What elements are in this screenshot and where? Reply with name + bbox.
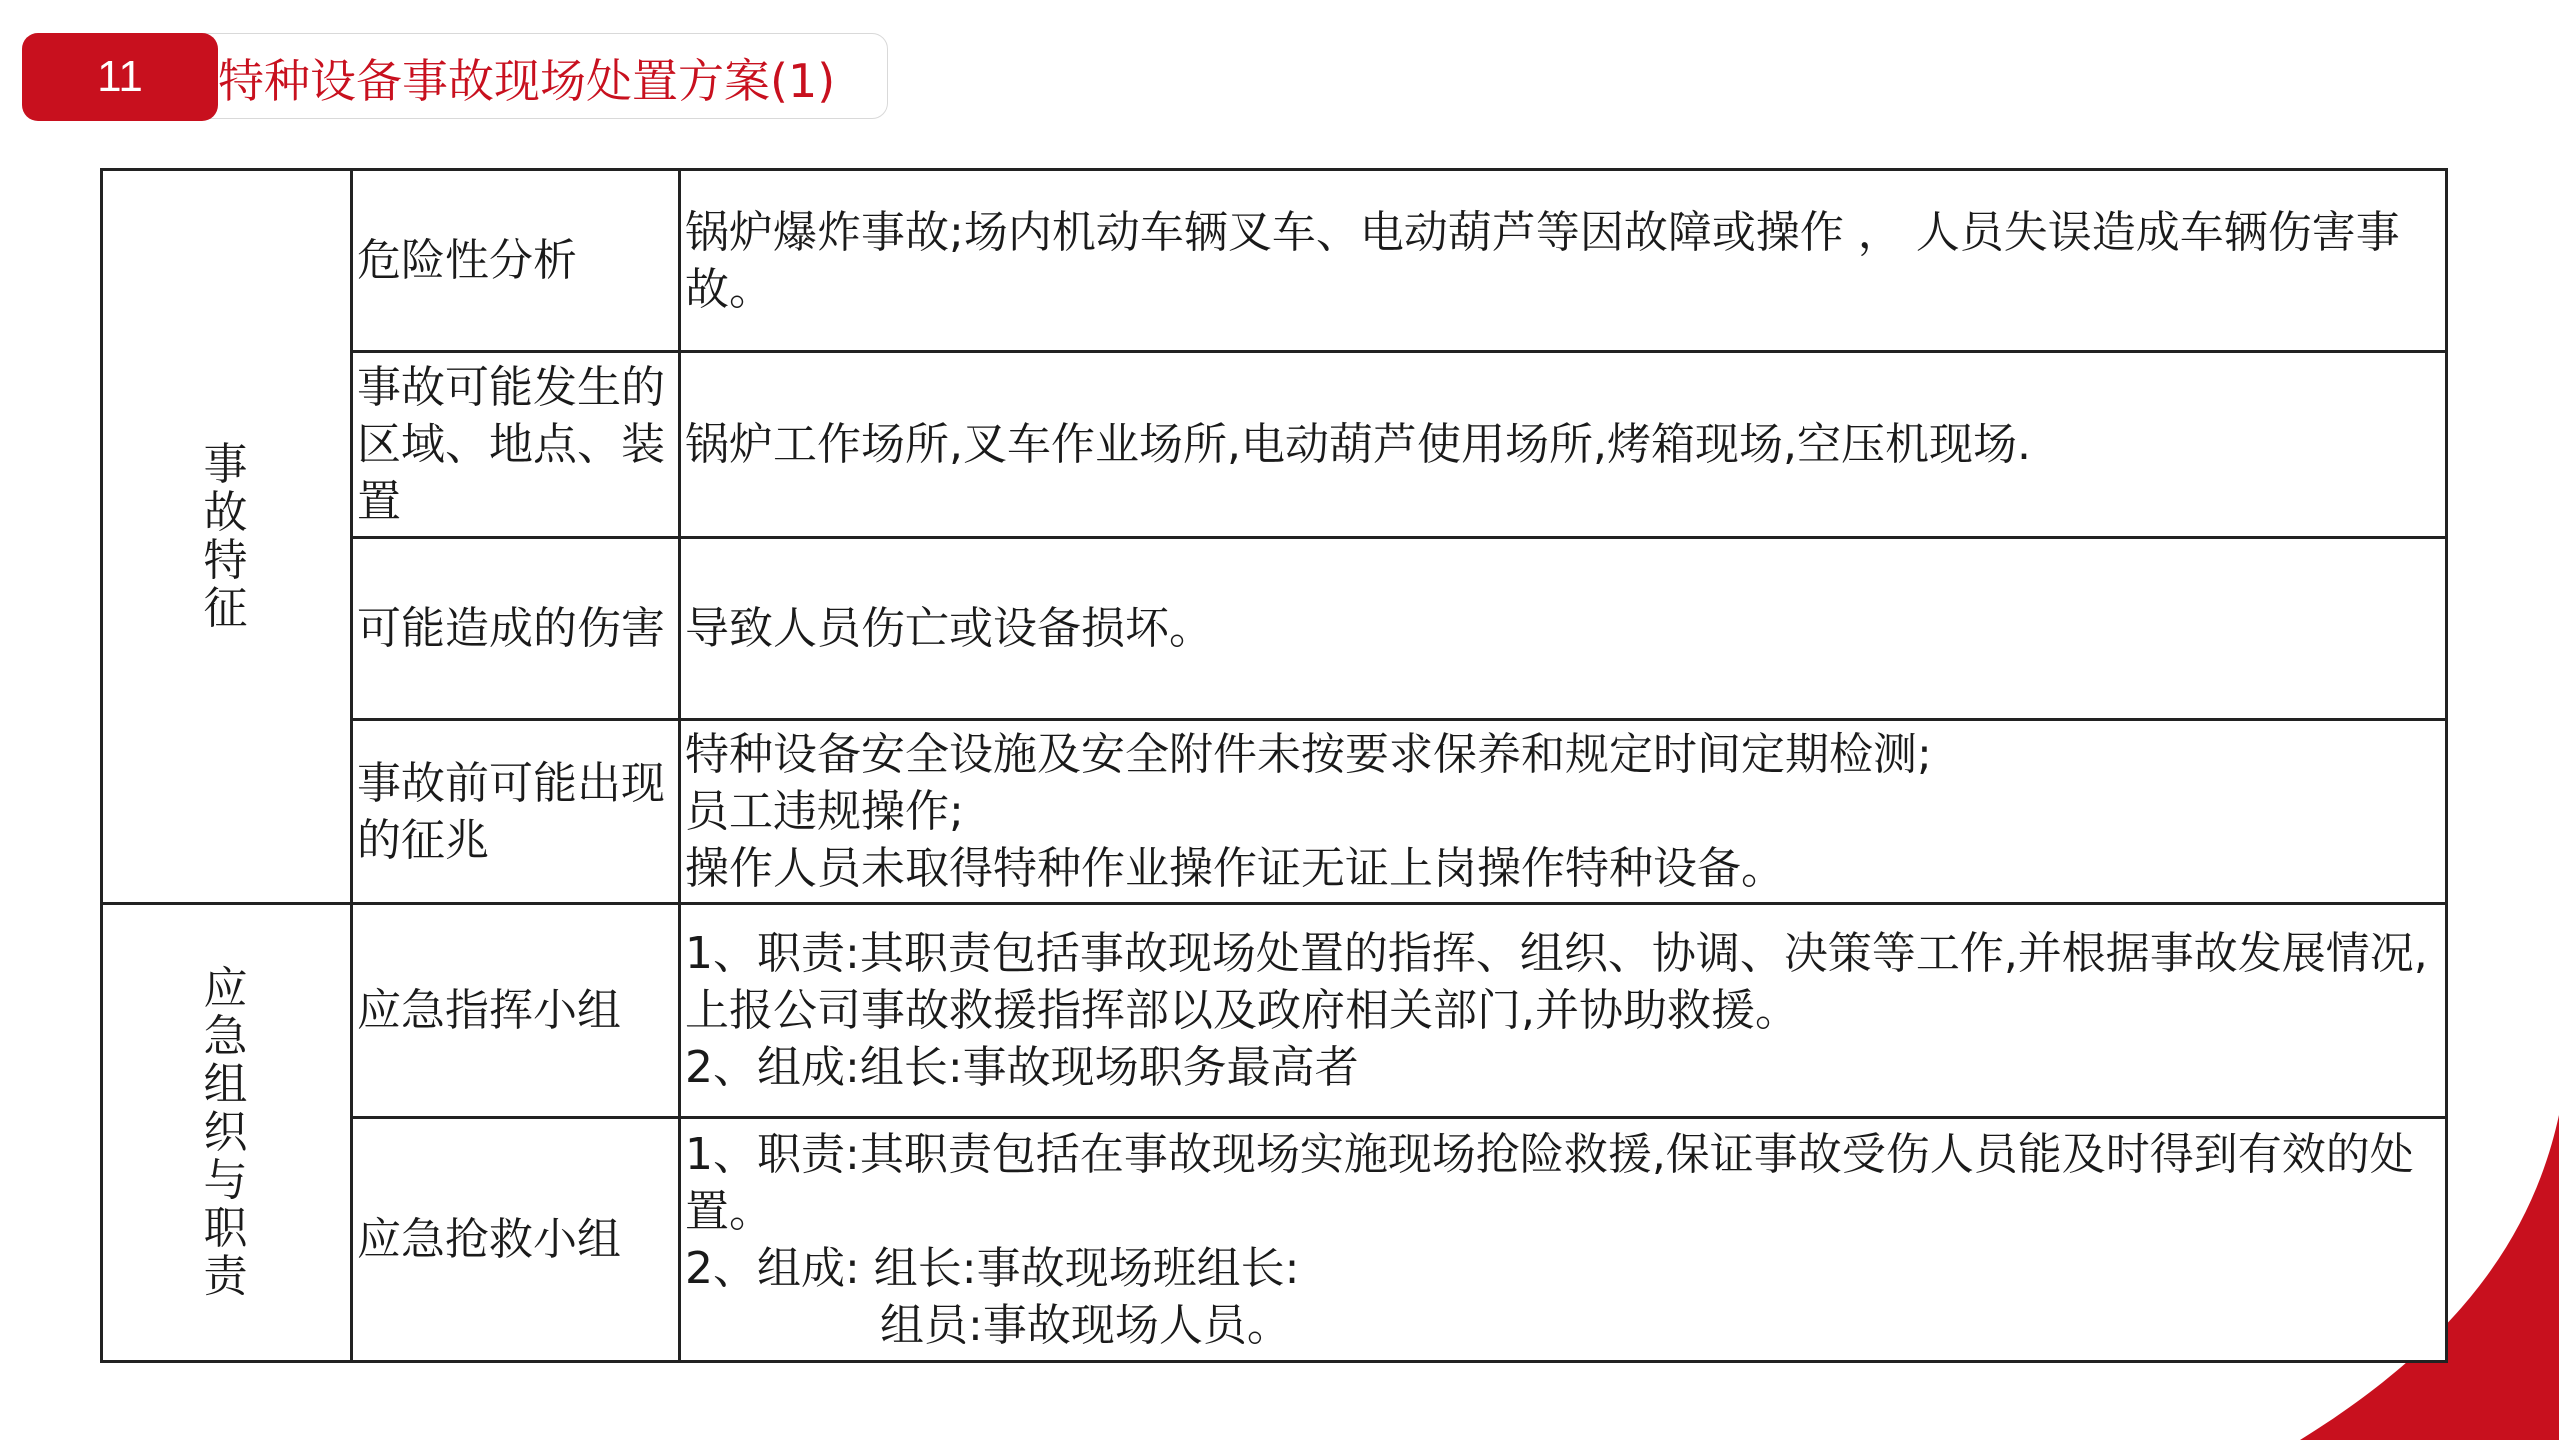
table-row	[102, 538, 2447, 720]
row-label: 可能造成的伤害	[352, 538, 680, 720]
slide-title: 特种设备事故现场处置方案(1)	[218, 54, 836, 108]
row-content: 1、职责:其职责包括事故现场处置的指挥、组织、协调、决策等工作,并根据事故发展情况,上报公司事故救援指挥部以及政府相关部门,并协助救援。 2、组成:组长:事故现场职务最高者	[680, 904, 2447, 1118]
row-content: 特种设备安全设施及安全附件未按要求保养和规定时间定期检测; 员工违规操作; 操作人员未取得特种作业操作证无证上岗操作特种设备。	[680, 720, 2447, 904]
row-content: 1、职责:其职责包括在事故现场实施现场抢险救援,保证事故受伤人员能及时得到有效的处置。 2、组成: 组长:事故现场班组长: 组员:事故现场人员。	[680, 1118, 2447, 1362]
row-label: 事故前可能出现的征兆	[352, 720, 680, 904]
section-heading-accident-features: 事故特征	[102, 170, 352, 904]
row-content: 锅炉工作场所,叉车作业场所,电动葫芦使用场所,烤箱现场,空压机现场.	[680, 352, 2447, 538]
table-row	[102, 904, 2447, 1118]
section-heading-emergency-organization: 应急组织与职责	[102, 904, 352, 1362]
table-row	[102, 352, 2447, 538]
table-row	[102, 1118, 2447, 1362]
slide-number-badge: 11	[22, 33, 218, 121]
row-label: 应急指挥小组	[352, 904, 680, 1118]
disposal-plan-table	[100, 168, 2448, 1363]
row-label: 应急抢救小组	[352, 1118, 680, 1362]
row-content: 锅炉爆炸事故;场内机动车辆叉车、电动葫芦等因故障或操作 ， 人员失误造成车辆伤害事故。	[680, 170, 2447, 352]
row-label: 危险性分析	[352, 170, 680, 352]
table-row	[102, 170, 2447, 352]
row-content: 导致人员伤亡或设备损坏。	[680, 538, 2447, 720]
table-row	[102, 720, 2447, 904]
row-label: 事故可能发生的区域、地点、装置	[352, 352, 680, 538]
